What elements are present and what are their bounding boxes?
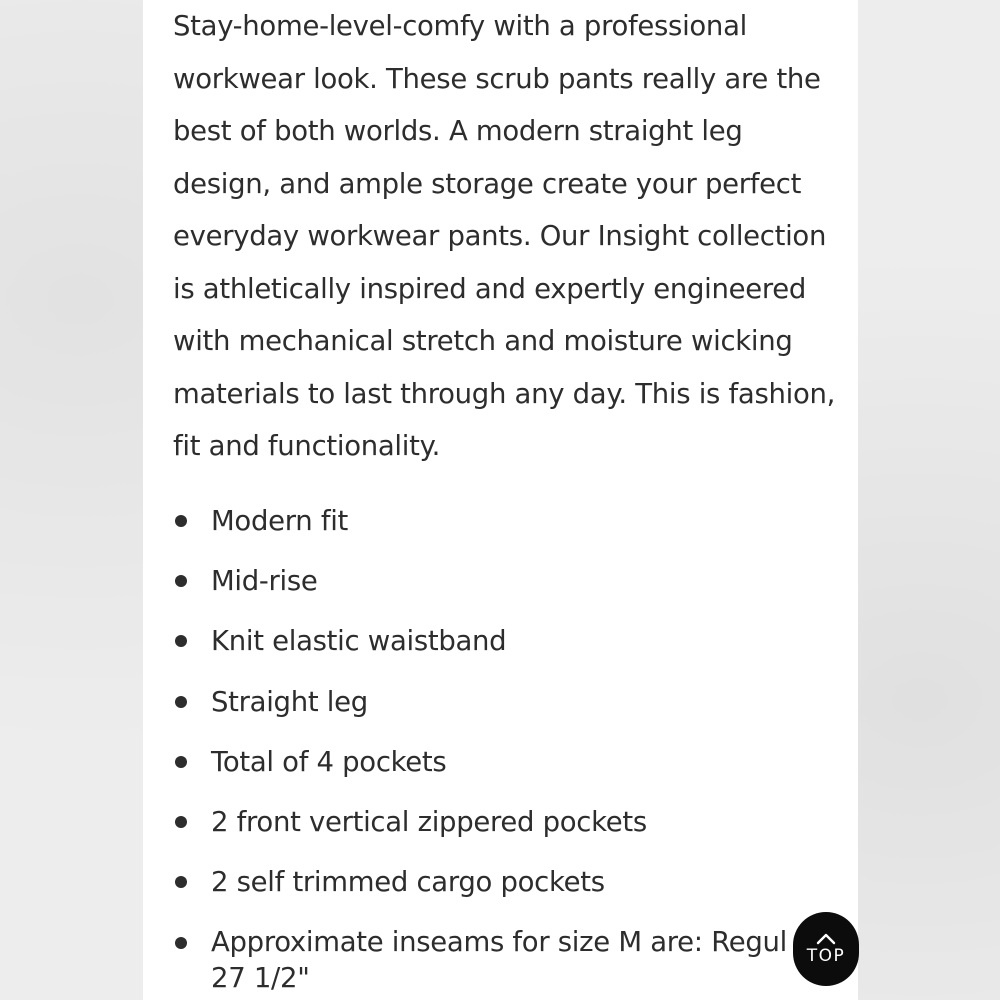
list-item [173,498,853,558]
feature-text: Mid-rise [211,565,318,598]
feature-list [173,498,853,996]
bullet-icon [175,937,187,949]
bullet-icon [175,816,187,828]
list-item [173,618,853,678]
bullet-icon [175,876,187,888]
feature-text: Straight leg [211,685,368,718]
scroll-to-top-button[interactable] [793,912,859,986]
feature-text: Total of 4 pockets [211,745,447,778]
bullet-icon [175,515,187,527]
list-item [173,558,853,618]
bullet-icon [175,635,187,647]
feature-text: 2 front vertical zippered pockets [211,805,647,838]
feature-text: 2 self trimmed cargo pockets [211,866,605,899]
feature-text: Approximate inseams for size M are: Regul [211,926,788,959]
list-item [173,859,853,919]
chevron-up-icon [816,933,836,945]
feature-text-continued: 27 1/2" [211,962,310,995]
list-item [173,799,853,859]
product-description-panel [143,0,858,1000]
list-item [173,739,853,799]
bullet-icon [175,575,187,587]
product-description: Stay-home-level-comfy with a professional workwear look. These scrub pants really are the best of both worlds. A modern straight leg design, and ample storage create your perfect everyday workwear pants. Our Insight collection is athletically inspired and expertly engineered with mechanical stretch and moisture wicking materials to last through any day. This is fashion, fit and functionality. [173,10,836,462]
bullet-icon [175,756,187,768]
feature-text: Modern fit [211,505,349,537]
bullet-icon [175,696,187,708]
list-item [173,919,853,996]
scroll-to-top-label: TOP [806,946,846,966]
list-item [173,679,853,739]
feature-text: Knit elastic waistband [211,625,507,658]
